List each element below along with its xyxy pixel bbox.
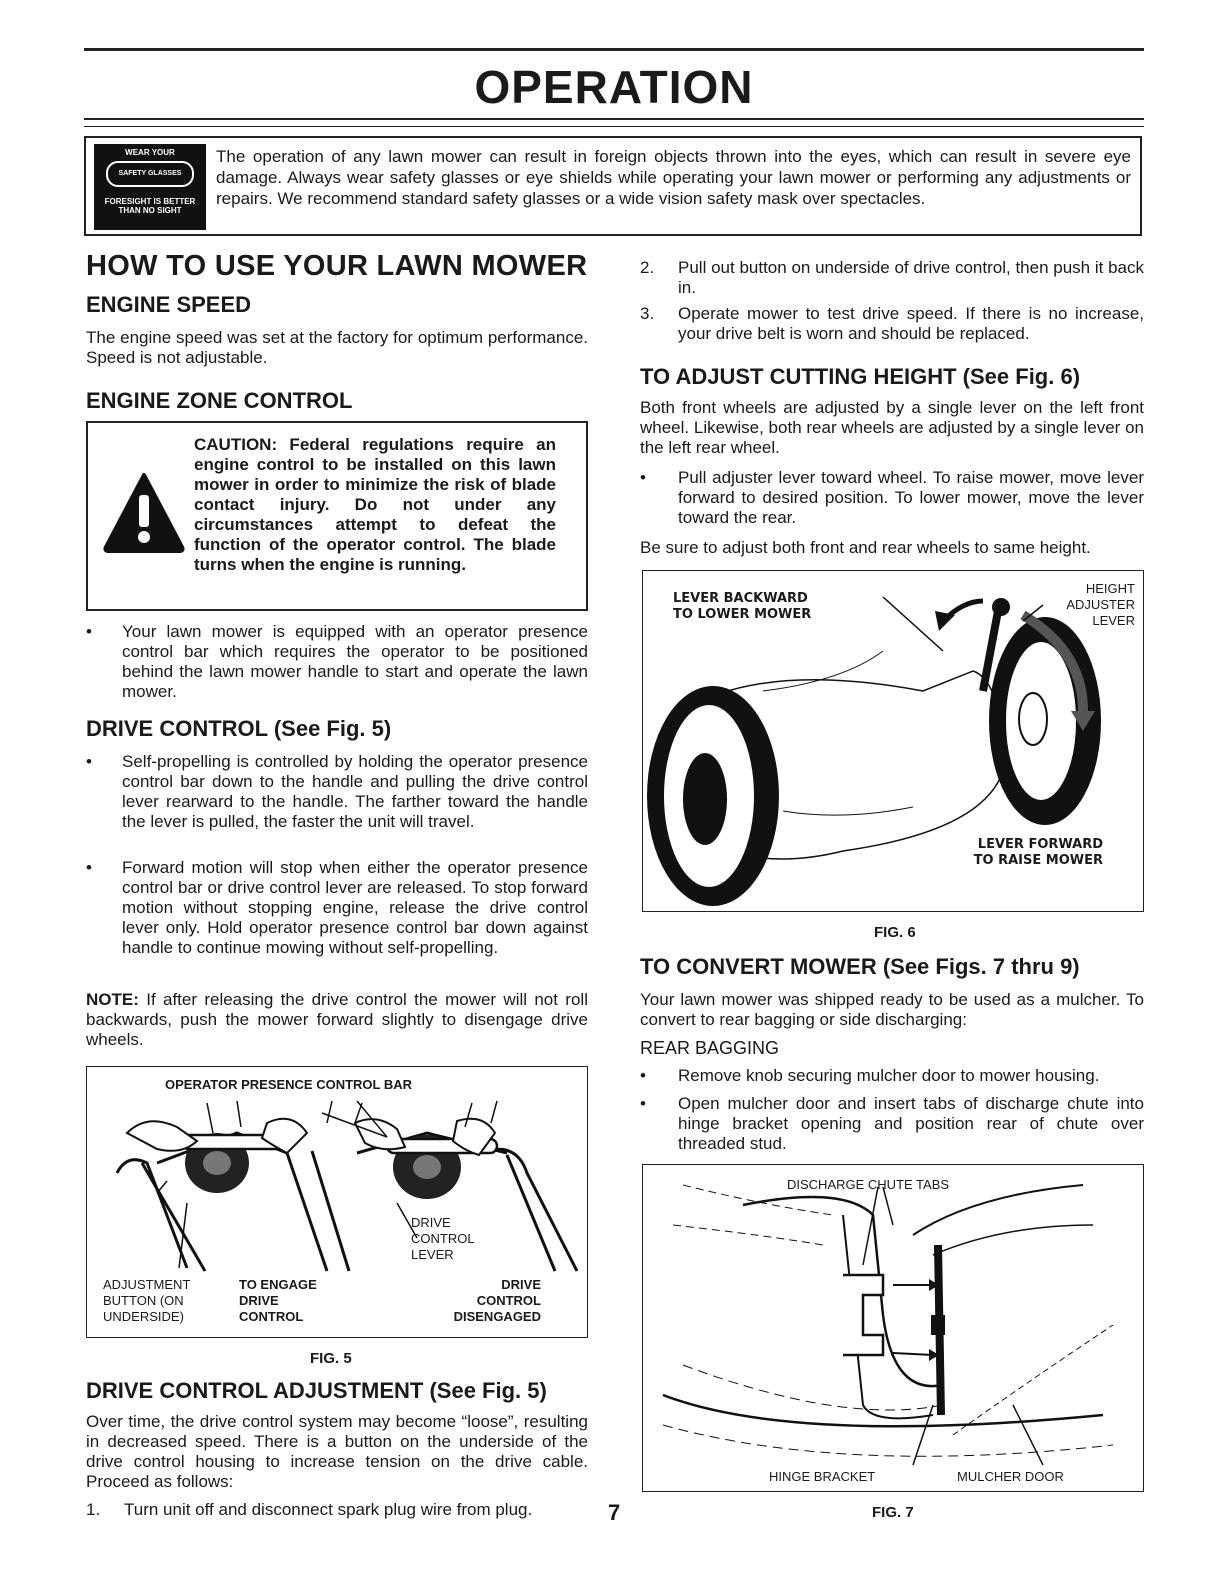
top-rule: [84, 48, 1144, 51]
warning-triangle-icon: [102, 471, 186, 553]
figure-5: [86, 1066, 588, 1338]
safety-glasses-icon: [94, 144, 206, 230]
caution-box: [86, 421, 588, 611]
page-title: OPERATION: [474, 61, 754, 113]
bullet-dot: •: [86, 622, 92, 641]
step-number: 1.: [86, 1500, 101, 1519]
icon-line: THAN NO SIGHT: [118, 206, 182, 215]
page-number: 7: [608, 1500, 621, 1525]
convert-text: Your lawn mower was shipped ready to be used as a mulcher. To convert to rear bagging or side discharging:: [640, 990, 1144, 1029]
fig5-label-drive-lever: DRIVE CONTROL LEVER: [411, 1215, 475, 1262]
heading-cutting-height: TO ADJUST CUTTING HEIGHT (See Fig. 6): [640, 364, 1081, 389]
figure-6: [642, 570, 1144, 912]
fig5-label-adjust-button: ADJUSTMENT BUTTON (ON UNDERSIDE): [103, 1277, 191, 1324]
step-2: [640, 258, 1144, 298]
cutting-height-text: Both front wheels are adjusted by a single lever on the left front wheel. Likewise, both rear wheels are adjusted by a single lever on the left rear wheel.: [640, 398, 1144, 457]
fig5-illustration: [87, 1093, 587, 1273]
bullet-text: Open mulcher door and insert tabs of discharge chute into hinge bracket opening and position rear of chute over threaded stud.: [678, 1094, 1144, 1153]
step-number: 2.: [640, 258, 655, 277]
heading-engine-speed: ENGINE SPEED: [86, 292, 252, 317]
fig6-caption: FIG. 6: [874, 924, 916, 941]
step-text: Operate mower to test drive speed. If there is no increase, your drive belt is worn and should be replaced.: [678, 304, 1144, 343]
fig6-label-backward: LEVER BACKWARD TO LOWER MOWER: [673, 591, 812, 622]
bullet-text: Forward motion will stop when either the operator presence control bar or drive control lever are released. To stop forward motion without stopping engine, release the drive control lever only. Hold operator presence control bar down against handle to continue mowing without self-propelling.: [122, 858, 588, 957]
step-number: 3.: [640, 304, 655, 323]
fig6-label-forward: LEVER FORWARD TO RAISE MOWER: [973, 837, 1103, 868]
heading-drive-adjustment: DRIVE CONTROL ADJUSTMENT (See Fig. 5): [86, 1378, 547, 1403]
title-rule: [84, 118, 1144, 120]
icon-line: SAFETY GLASSES: [106, 161, 194, 187]
fig7-label-chute-tabs: DISCHARGE CHUTE TABS: [787, 1177, 950, 1192]
fig7-label-mulcher-door: MULCHER DOOR: [957, 1469, 1064, 1484]
safety-notice-text: The operation of any lawn mower can result in foreign objects thrown into the eyes, which can result in severe eye damage. Always wear safety glasses or eye shields while operating your lawn mower or performing any adjustments or repairs. We recommend standard safety glasses or a wide vision safety mask over spectacles.: [216, 147, 1131, 208]
bullet-text: Remove knob securing mulcher door to mower housing.: [678, 1066, 1100, 1085]
bullet-text: Self-propelling is controlled by holding the operator presence control bar down to the handle and pulling the drive control lever rearward to the handle. The farther toward the handle the lever is pulled, the faster the unit will travel.: [122, 752, 588, 831]
engine-speed-text: The engine speed was set at the factory for optimum performance. Speed is not adjustable.: [86, 328, 588, 367]
bullet-dot: •: [86, 858, 92, 877]
caution-text: CAUTION: Federal regulations require an engine control to be installed on this lawn mower in order to minimize the risk of blade contact injury. Do not under any circumstances attempt to defeat the function of the operator control. The blade turns when the engine is running.: [194, 435, 556, 574]
bullet-operator-presence: [86, 622, 588, 702]
safety-notice: [84, 136, 1142, 236]
heading-convert: TO CONVERT MOWER (See Figs. 7 thru 9): [640, 954, 1080, 979]
icon-line: FORESIGHT IS BETTER: [104, 197, 196, 206]
bullet-dot: •: [640, 1066, 646, 1085]
figure-7: [642, 1164, 1144, 1492]
bullet-text: Pull adjuster lever toward wheel. To raise mower, move lever forward to desired position. To lower mower, move the lever toward the rear.: [678, 468, 1144, 527]
heading-drive-control: DRIVE CONTROL (See Fig. 5): [86, 716, 392, 741]
cutting-height-after: Be sure to adjust both front and rear wheels to same height.: [640, 538, 1091, 557]
icon-line: WEAR YOUR: [125, 148, 175, 157]
bullet-dot: •: [640, 468, 646, 487]
bullet-adjuster-lever: [640, 468, 1144, 528]
fig5-label-disengaged: DRIVE CONTROL DISENGAGED: [453, 1277, 541, 1324]
section-heading-how-to-use: HOW TO USE YOUR LAWN MOWER: [86, 250, 588, 282]
step-text: Pull out button on underside of drive control, then push it back in.: [678, 258, 1144, 297]
bullet-forward-motion: [86, 858, 588, 978]
subheading-rear-bagging: REAR BAGGING: [640, 1038, 780, 1058]
note: [86, 990, 588, 1050]
bullet-remove-knob: [640, 1066, 1144, 1088]
note-text: If after releasing the drive control the mower will not roll backwards, push the mower forward slightly to disengage drive wheels.: [86, 990, 588, 1049]
step-1: [86, 1500, 592, 1522]
fig5-label-to-engage: TO ENGAGE DRIVE CONTROL: [239, 1277, 317, 1324]
fig7-illustration: [643, 1165, 1143, 1491]
bullet-self-propelling: [86, 752, 588, 852]
bullet-open-door: [640, 1094, 1144, 1154]
fig7-label-hinge: HINGE BRACKET: [769, 1469, 876, 1484]
fig6-label-height-lever: HEIGHT ADJUSTER LEVER: [1066, 581, 1135, 628]
note-label: NOTE:: [86, 990, 139, 1009]
fig7-caption: FIG. 7: [872, 1504, 914, 1521]
fig5-label-presence-bar: OPERATOR PRESENCE CONTROL BAR: [165, 1077, 413, 1092]
title-rule-thin: [84, 126, 1144, 127]
step-3: [640, 304, 1144, 344]
bullet-text: Your lawn mower is equipped with an operator presence control bar which requires the operator to be positioned behind the lawn mower handle to start and operate the lawn mower.: [122, 622, 588, 701]
bullet-dot: •: [86, 752, 92, 771]
fig5-caption: FIG. 5: [310, 1350, 352, 1367]
heading-engine-zone: ENGINE ZONE CONTROL: [86, 388, 353, 413]
drive-adjustment-text: Over time, the drive control system may become “loose”, resulting in decreased speed. There is a button on the underside of the drive control housing to increase tension on the drive cable. Proceed as follows:: [86, 1412, 588, 1491]
bullet-dot: •: [640, 1094, 646, 1113]
step-text: Turn unit off and disconnect spark plug wire from plug.: [124, 1500, 533, 1519]
